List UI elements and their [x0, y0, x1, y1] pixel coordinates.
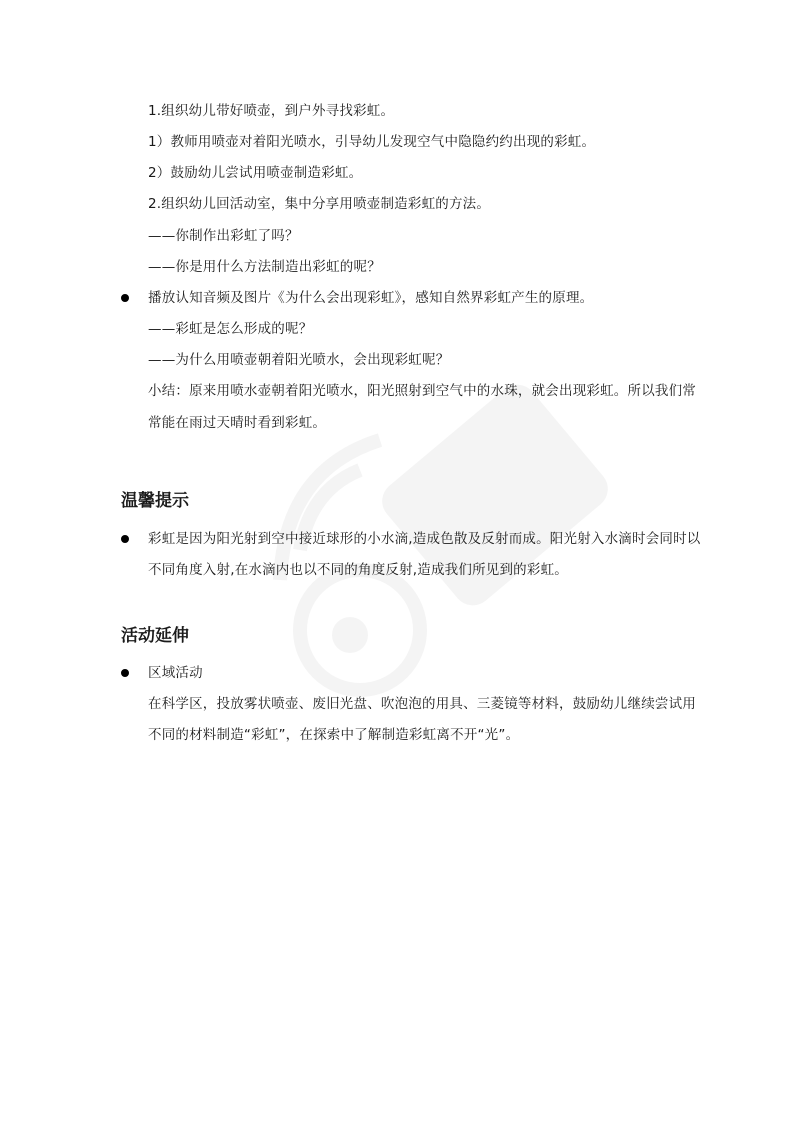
extension-line-2: 不同的材料制造“彩虹”，在探索中了解制造彩虹离不开“光”。 [148, 727, 520, 743]
summary-line-1: 小结：原来用喷水壶朝着阳光喷水，阳光照射到空气中的水珠，就会出现彩虹。所以我们常 [148, 383, 696, 399]
step-1-sub-2: 2）鼓励幼儿尝试用喷壶制造彩虹。 [148, 165, 363, 181]
step-1: 1.组织幼儿带好喷壶，到户外寻找彩虹。 [148, 103, 395, 119]
audio-bullet-text: 播放认知音频及图片《为什么会出现彩虹》，感知自然界彩虹产生的原理。 [148, 290, 594, 306]
step-2-question-2: ——你是用什么方法制造出彩虹的呢？ [148, 259, 381, 275]
tips-heading: 温馨提示 [121, 491, 189, 511]
step-1-sub-1: 1）教师用喷壶对着阳光喷水，引导幼儿发现空气中隐隐约约出现的彩虹。 [148, 134, 596, 150]
audio-question-2: ——为什么用喷壶朝着阳光喷水，会出现彩虹呢？ [148, 352, 450, 368]
extension-bullet-text: 区域活动 [148, 665, 203, 681]
tips-line-1: 彩虹是因为阳光射到空中接近球形的小水滴,造成色散及反射而成。阳光射入水滴时会同时以 [148, 531, 701, 547]
extension-heading: 活动延伸 [121, 626, 189, 646]
bullet-marker [121, 669, 129, 677]
tips-line-2: 不同角度入射,在水滴内也以不同的角度反射,造成我们所见到的彩虹。 [148, 562, 568, 578]
audio-question-1: ——彩虹是怎么形成的呢？ [148, 321, 313, 337]
bullet-marker [121, 294, 129, 302]
extension-line-1: 在科学区，投放雾状喷壶、废旧光盘、吹泡泡的用具、三菱镜等材料，鼓励幼儿继续尝试用 [148, 696, 696, 712]
step-2-question-1: ——你制作出彩虹了吗？ [148, 228, 299, 244]
bullet-marker [121, 535, 129, 543]
step-2: 2.组织幼儿回活动室，集中分享用喷壶制造彩虹的方法。 [148, 196, 491, 212]
summary-line-2: 常能在雨过天晴时看到彩虹。 [148, 415, 327, 431]
